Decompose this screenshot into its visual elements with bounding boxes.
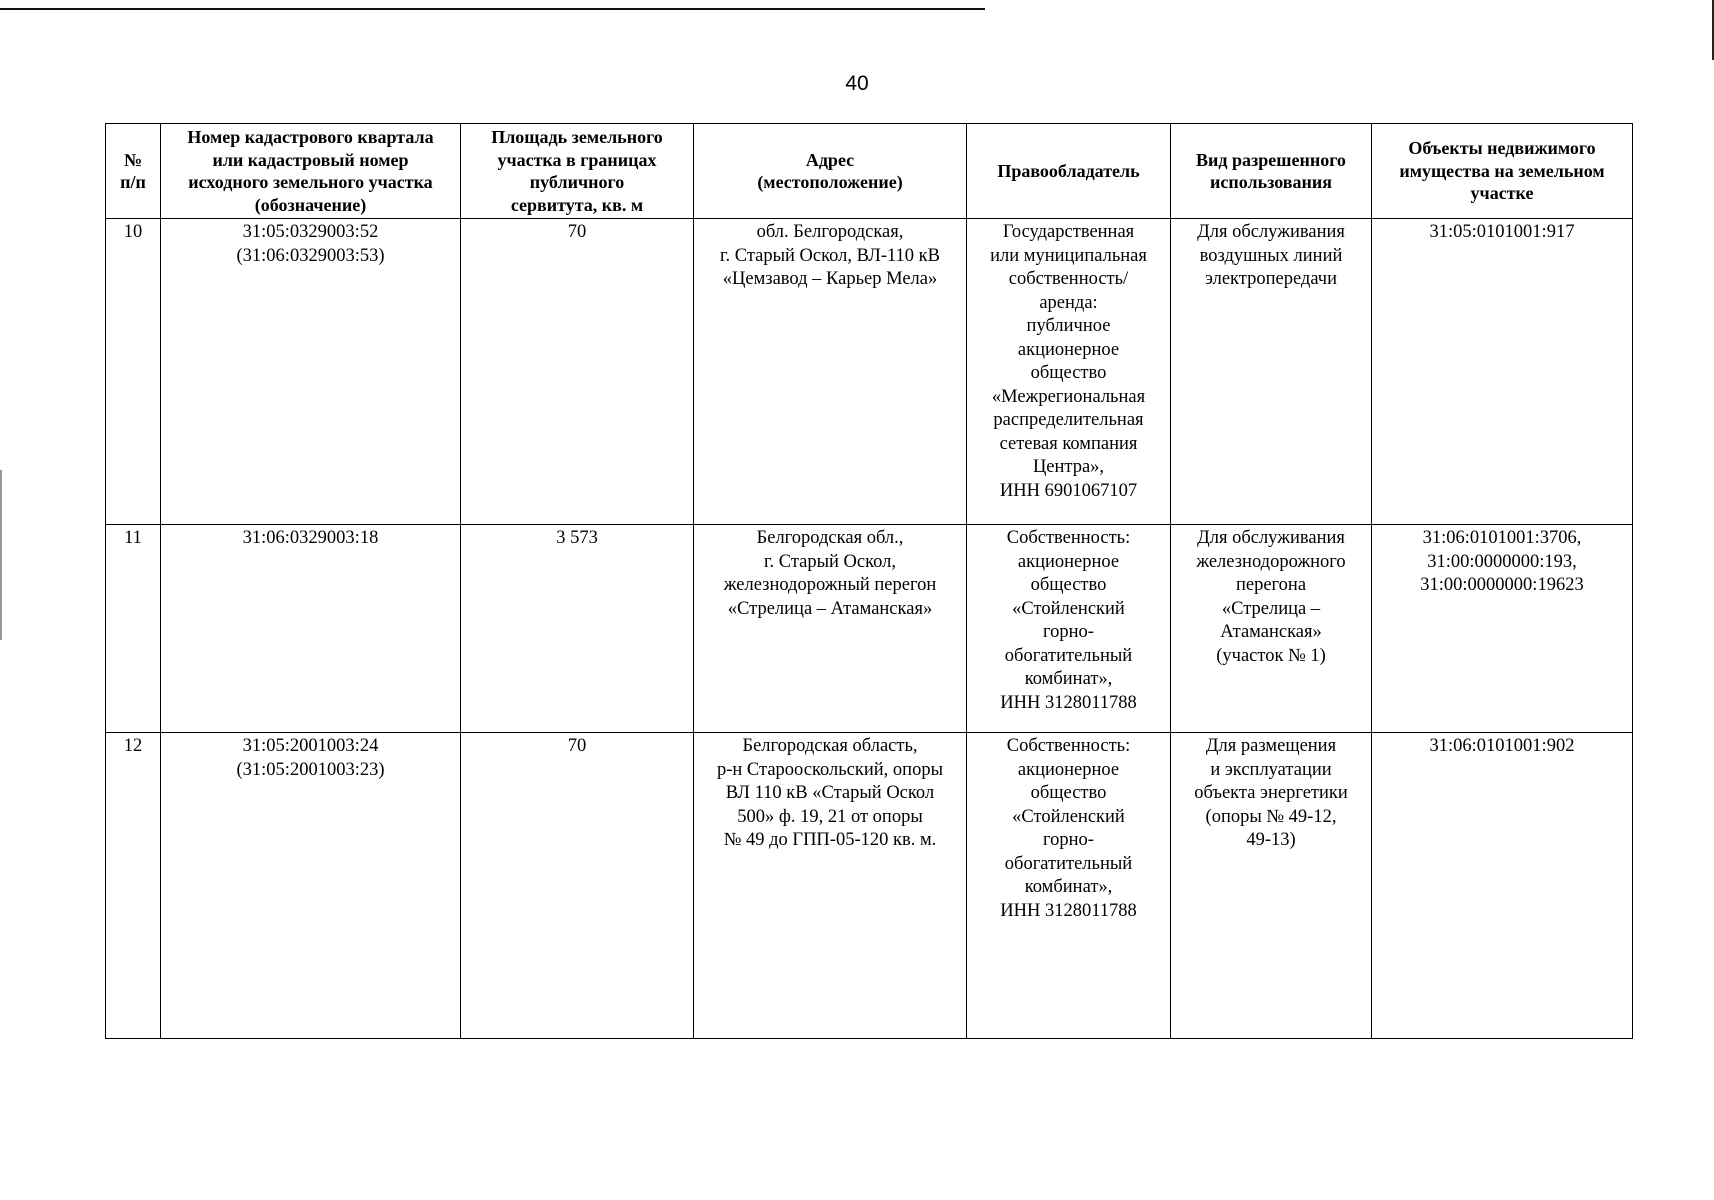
cell-area: 3 573 bbox=[461, 525, 694, 733]
cell-cadastral: 31:05:2001003:24 (31:05:2001003:23) bbox=[161, 733, 461, 1039]
cell-owner: Государственная или муниципальная собственность/ аренда: публичное акционерное общество «Межрегиональная распределительная сетевая компания Центра», ИНН 6901067107 bbox=[967, 219, 1171, 525]
cell-permitted-use: Для обслуживания воздушных линий электропередачи bbox=[1171, 219, 1372, 525]
table-row bbox=[106, 219, 1633, 525]
header-owner: Правообладатель bbox=[967, 124, 1171, 219]
cell-permitted-use: Для обслуживания железнодорожного перегона «Стрелица – Атаманская» (участок № 1) bbox=[1171, 525, 1372, 733]
scan-edge-top bbox=[0, 8, 985, 10]
cell-area: 70 bbox=[461, 733, 694, 1039]
header-real-estate-objects: Объекты недвижимого имущества на земельном участке bbox=[1372, 124, 1633, 219]
cell-cadastral: 31:05:0329003:52 (31:06:0329003:53) bbox=[161, 219, 461, 525]
cell-real-estate-objects: 31:06:0101001:3706, 31:00:0000000:193, 31:00:0000000:19623 bbox=[1372, 525, 1633, 733]
cell-address: Белгородская область, р-н Старооскольский, опоры ВЛ 110 кВ «Старый Оскол 500» ф. 19, 21 от опоры № 49 до ГПП-05-120 кв. м. bbox=[694, 733, 967, 1039]
cell-cadastral: 31:06:0329003:18 bbox=[161, 525, 461, 733]
table-row bbox=[106, 525, 1633, 733]
easement-register-table bbox=[105, 123, 1633, 1039]
table-header-row bbox=[106, 124, 1633, 219]
cell-address: обл. Белгородская, г. Старый Оскол, ВЛ-110 кВ «Цемзавод – Карьер Мела» bbox=[694, 219, 967, 525]
header-cadastral: Номер кадастрового квартала или кадастровый номер исходного земельного участка (обозначение) bbox=[161, 124, 461, 219]
cell-permitted-use: Для размещения и эксплуатации объекта энергетики (опоры № 49-12, 49-13) bbox=[1171, 733, 1372, 1039]
cell-number: 12 bbox=[106, 733, 161, 1039]
header-permitted-use: Вид разрешенного использования bbox=[1171, 124, 1372, 219]
cell-number: 11 bbox=[106, 525, 161, 733]
table-row bbox=[106, 733, 1633, 1039]
cell-number: 10 bbox=[106, 219, 161, 525]
page-number: 40 bbox=[845, 72, 869, 95]
cell-real-estate-objects: 31:05:0101001:917 bbox=[1372, 219, 1633, 525]
cell-owner: Собственность: акционерное общество «Стойленский горно- обогатительный комбинат», ИНН 3128011788 bbox=[967, 733, 1171, 1039]
cell-real-estate-objects: 31:06:0101001:902 bbox=[1372, 733, 1633, 1039]
scan-edge-left bbox=[0, 470, 2, 640]
cell-owner: Собственность: акционерное общество «Стойленский горно- обогатительный комбинат», ИНН 3128011788 bbox=[967, 525, 1171, 733]
cell-area: 70 bbox=[461, 219, 694, 525]
cell-address: Белгородская обл., г. Старый Оскол, железнодорожный перегон «Стрелица – Атаманская» bbox=[694, 525, 967, 733]
header-address: Адрес (местоположение) bbox=[694, 124, 967, 219]
header-area: Площадь земельного участка в границах публичного сервитута, кв. м bbox=[461, 124, 694, 219]
header-number: № п/п bbox=[106, 124, 161, 219]
